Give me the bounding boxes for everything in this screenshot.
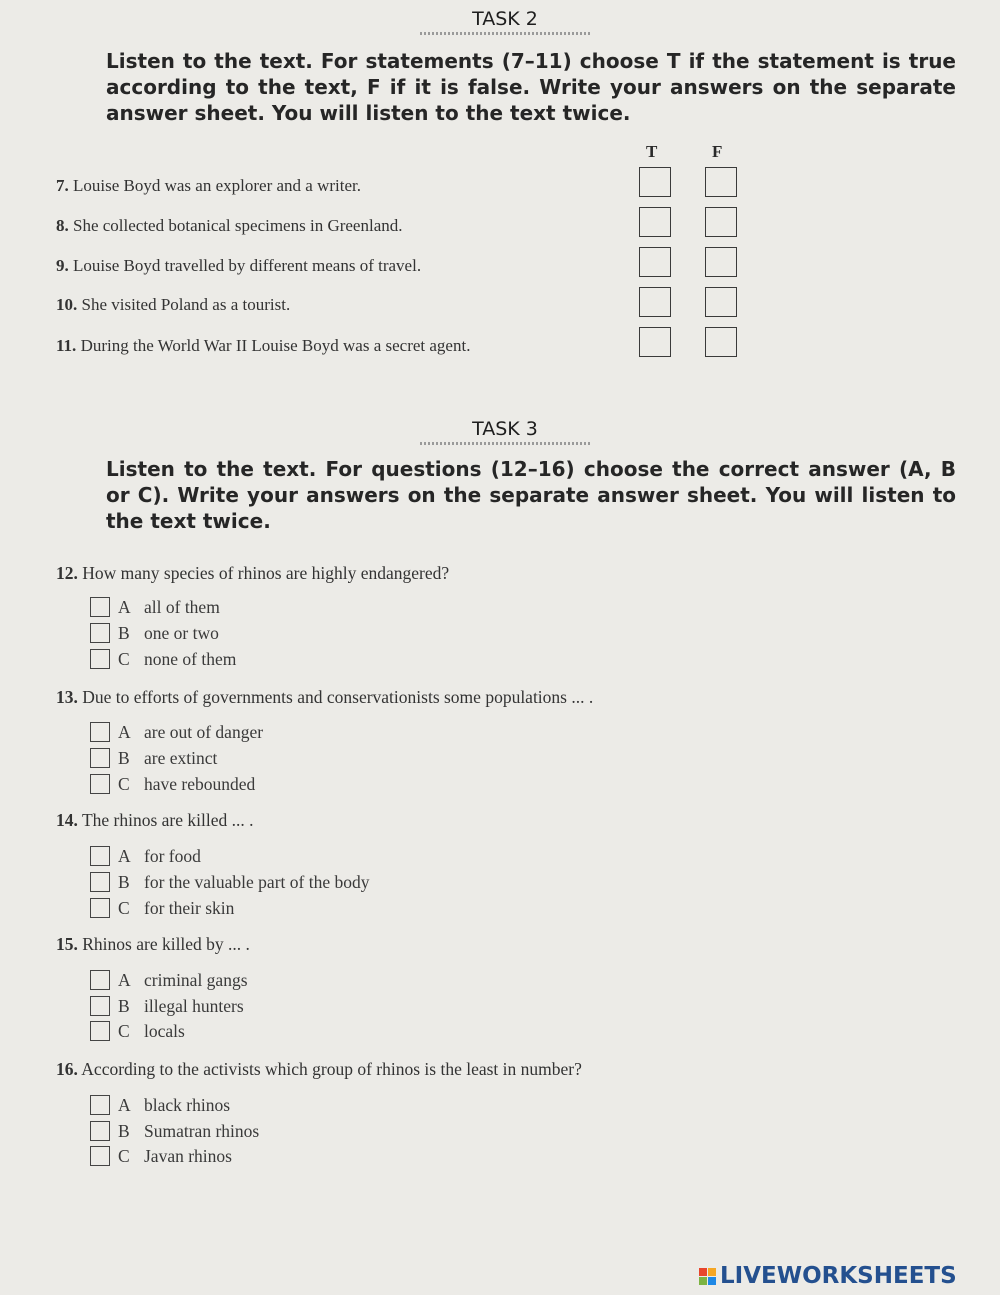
option-13-c[interactable]: [90, 773, 255, 795]
option-letter: C: [118, 648, 130, 669]
checkbox[interactable]: [90, 846, 110, 866]
task2-instructions: Listen to the text. For statements (7–11) choose T if the statement is true according to the text, F if it is false. Write your answers on the separate answer sheet. You will listen to the text twice.: [106, 49, 956, 125]
statement-number: 7.: [56, 176, 69, 195]
true-column-header: T: [646, 142, 658, 161]
option-letter: B: [118, 871, 130, 892]
option-text: have rebounded: [144, 773, 256, 794]
answer-box-11-true[interactable]: [639, 327, 671, 357]
checkbox[interactable]: [90, 1095, 110, 1115]
answer-box-9-true[interactable]: [639, 247, 671, 277]
logo-block-green: [699, 1277, 707, 1285]
statement-number: 11.: [56, 336, 77, 355]
option-letter: B: [118, 1120, 130, 1141]
checkbox[interactable]: [90, 970, 110, 990]
option-15-c[interactable]: [90, 1020, 185, 1042]
answer-box-9-false[interactable]: [705, 247, 737, 277]
option-letter: C: [118, 1020, 130, 1041]
logo-block-orange: [708, 1268, 716, 1276]
checkbox[interactable]: [90, 996, 110, 1016]
option-16-c[interactable]: [90, 1145, 232, 1167]
option-12-b[interactable]: [90, 622, 219, 644]
option-letter: B: [118, 747, 130, 768]
option-text: black rhinos: [144, 1094, 231, 1115]
statement-11: [56, 336, 470, 356]
checkbox[interactable]: [90, 872, 110, 892]
logo-block-red: [699, 1268, 707, 1276]
option-text: are out of danger: [144, 721, 264, 742]
statement-number: 10.: [56, 295, 78, 314]
option-14-b[interactable]: [90, 871, 369, 893]
liveworksheets-logo-icon: [699, 1268, 716, 1285]
statement-10: [56, 295, 290, 315]
question-16: [56, 1059, 582, 1080]
option-text: criminal gangs: [144, 969, 248, 990]
option-letter: A: [118, 1094, 131, 1115]
question-13: [56, 687, 593, 708]
option-letter: B: [118, 995, 130, 1016]
option-13-b[interactable]: [90, 747, 217, 769]
question-text: How many species of rhinos are highly endangered?: [82, 563, 450, 583]
logo-text: LIVEWORKSHEETS: [720, 1263, 957, 1289]
checkbox[interactable]: [90, 898, 110, 918]
question-15: [56, 934, 250, 955]
option-letter: A: [118, 969, 131, 990]
checkbox[interactable]: [90, 649, 110, 669]
option-12-a[interactable]: [90, 596, 220, 618]
option-letter: A: [118, 596, 131, 617]
question-14: [56, 810, 254, 831]
checkbox[interactable]: [90, 1146, 110, 1166]
option-text: Javan rhinos: [144, 1145, 232, 1166]
option-letter: A: [118, 721, 131, 742]
option-letter: C: [118, 1145, 130, 1166]
checkbox[interactable]: [90, 597, 110, 617]
option-15-b[interactable]: [90, 995, 244, 1017]
option-text: for the valuable part of the body: [144, 871, 370, 892]
question-number: 16.: [56, 1059, 78, 1079]
option-text: are extinct: [144, 747, 218, 768]
statement-text: During the World War II Louise Boyd was a secret agent.: [80, 336, 471, 355]
answer-box-8-false[interactable]: [705, 207, 737, 237]
option-letter: C: [118, 897, 130, 918]
logo-block-blue: [708, 1277, 716, 1285]
liveworksheets-logo: [699, 1261, 957, 1291]
option-16-b[interactable]: [90, 1120, 259, 1142]
statement-text: She collected botanical specimens in Greenland.: [73, 216, 403, 235]
answer-box-7-true[interactable]: [639, 167, 671, 197]
question-number: 15.: [56, 934, 78, 954]
question-text: The rhinos are killed ... .: [81, 810, 254, 830]
option-text: illegal hunters: [144, 995, 244, 1016]
statement-text: Louise Boyd travelled by different means of travel.: [73, 256, 422, 275]
question-12: [56, 563, 449, 584]
option-text: all of them: [144, 596, 220, 617]
statement-text: Louise Boyd was an explorer and a writer.: [73, 176, 361, 195]
checkbox[interactable]: [90, 722, 110, 742]
option-letter: B: [118, 622, 130, 643]
option-15-a[interactable]: [90, 969, 248, 991]
question-number: 14.: [56, 810, 78, 830]
statement-9: [56, 256, 421, 276]
checkbox[interactable]: [90, 1021, 110, 1041]
option-12-c[interactable]: [90, 648, 236, 670]
option-13-a[interactable]: [90, 721, 263, 743]
task3-title: TASK 3: [0, 418, 1000, 445]
option-14-c[interactable]: [90, 897, 234, 919]
false-column-header: F: [712, 142, 723, 161]
option-text: Sumatran rhinos: [144, 1120, 260, 1141]
answer-box-7-false[interactable]: [705, 167, 737, 197]
option-letter: A: [118, 845, 131, 866]
option-text: one or two: [144, 622, 219, 643]
answer-box-8-true[interactable]: [639, 207, 671, 237]
statement-number: 8.: [56, 216, 69, 235]
option-14-a[interactable]: [90, 845, 201, 867]
option-text: none of them: [144, 648, 237, 669]
task2-title: TASK 2: [0, 8, 1000, 35]
answer-box-11-false[interactable]: [705, 327, 737, 357]
option-text: locals: [144, 1020, 185, 1041]
option-16-a[interactable]: [90, 1094, 230, 1116]
checkbox[interactable]: [90, 748, 110, 768]
question-text: According to the activists which group of rhinos is the least in number?: [81, 1059, 582, 1079]
task3-instructions: Listen to the text. For questions (12–16) choose the correct answer (A, B or C). Write your answers on the separate answer sheet. You will listen to the text twice.: [106, 457, 956, 533]
checkbox[interactable]: [90, 1121, 110, 1141]
question-text: Due to efforts of governments and conservationists some populations ... .: [82, 687, 594, 707]
question-text: Rhinos are killed by ... .: [82, 934, 250, 954]
statement-text: She visited Poland as a tourist.: [81, 295, 291, 314]
statement-number: 9.: [56, 256, 69, 275]
answer-box-10-false[interactable]: [705, 287, 737, 317]
checkbox[interactable]: [90, 623, 110, 643]
question-number: 12.: [56, 563, 78, 583]
checkbox[interactable]: [90, 774, 110, 794]
statement-7: [56, 176, 361, 196]
question-number: 13.: [56, 687, 78, 707]
answer-box-10-true[interactable]: [639, 287, 671, 317]
option-letter: C: [118, 773, 130, 794]
option-text: for their skin: [144, 897, 235, 918]
statement-8: [56, 216, 403, 236]
option-text: for food: [144, 845, 201, 866]
